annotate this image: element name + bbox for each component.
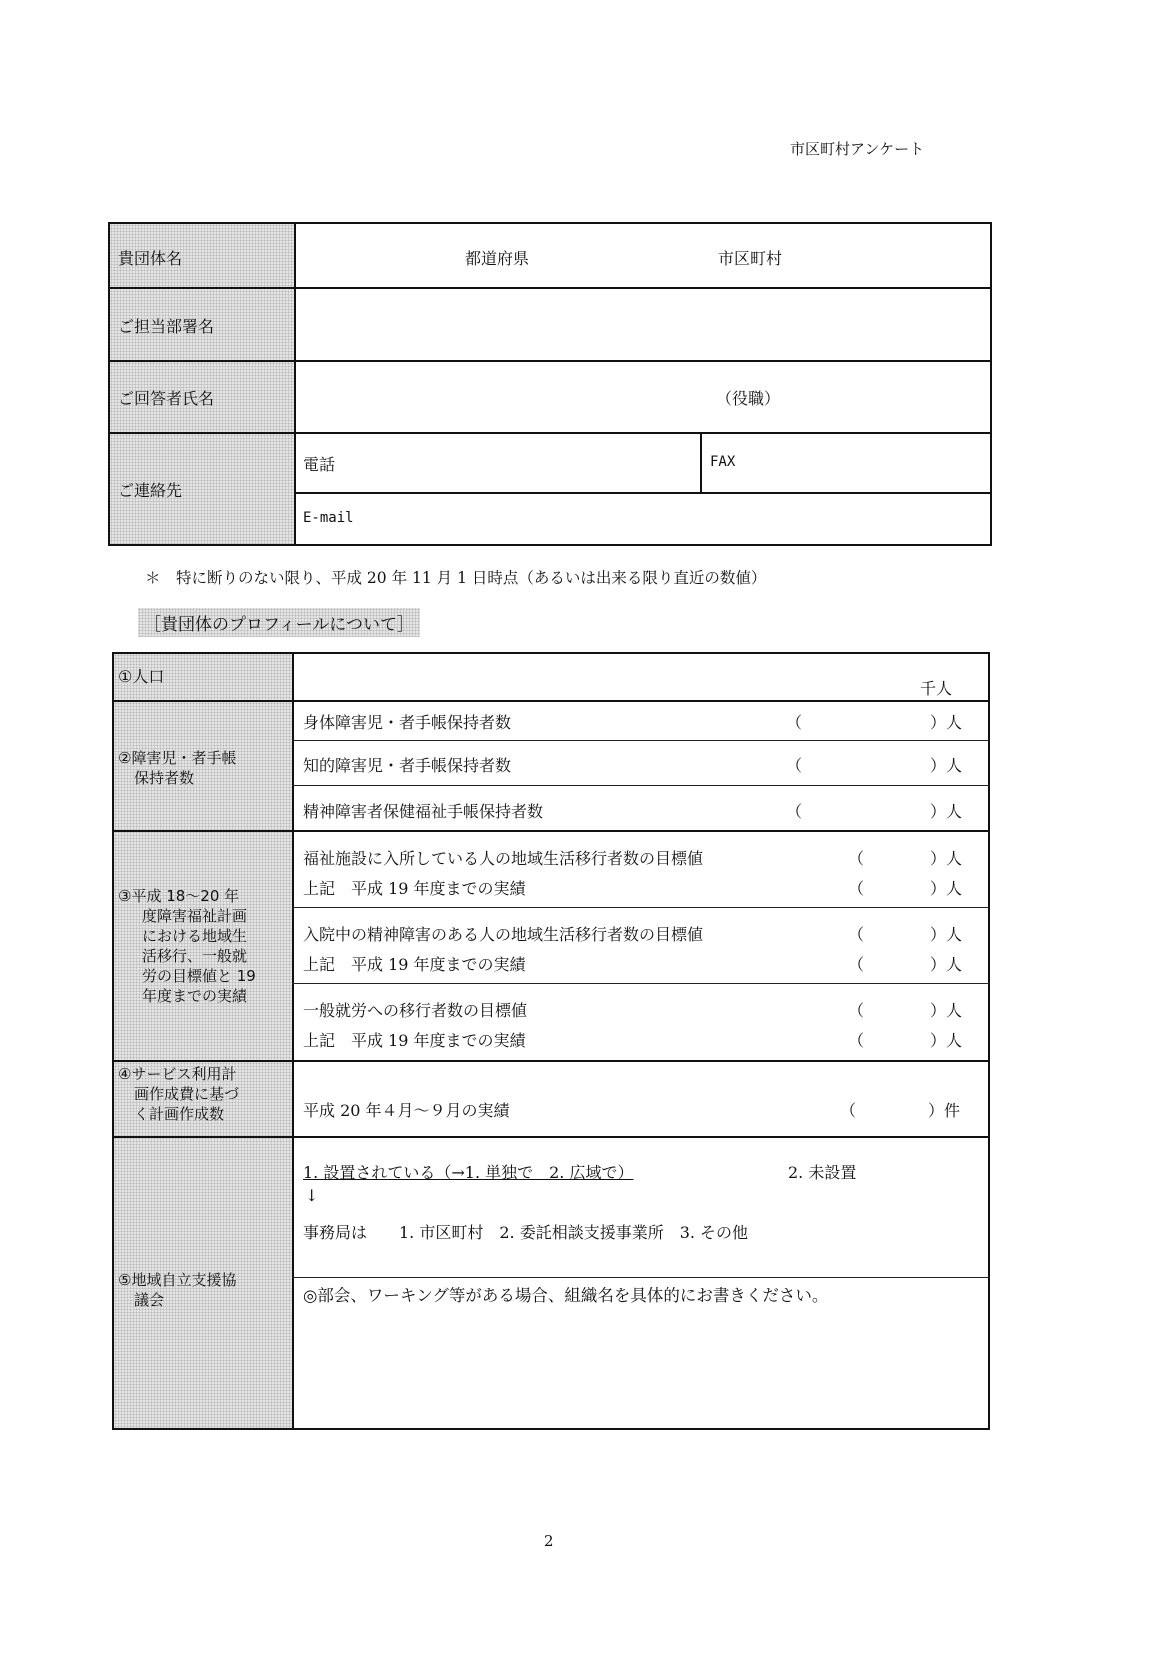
population-label: ①人口 bbox=[118, 667, 165, 686]
service-plan-unit: ）件 bbox=[928, 1101, 961, 1120]
department-field[interactable] bbox=[300, 292, 986, 356]
municipality-label: 市区町村 bbox=[718, 249, 783, 268]
council-option-not-established[interactable]: 2. 未設置 bbox=[788, 1163, 857, 1182]
org-name-label: 貴団体名 bbox=[118, 249, 183, 268]
service-plan-text: 平成 20 年４月～９月の実績 bbox=[303, 1101, 510, 1120]
plan-label: ③平成 18～20 年 度障害福祉計画 における地域生 活移行、一般就 労の目標値と 19 年度までの実績 bbox=[118, 887, 256, 1005]
email-label: E-mail bbox=[303, 510, 354, 526]
date-note: ＊ 特に断りのない限り、平成 20 年 11 月 1 日時点（あるいは出来る限り直近の数値） bbox=[145, 569, 767, 587]
position-label: （役職） bbox=[716, 389, 781, 408]
service-plan-label: ④サービス利用計 画作成費に基づ く計画作成数 bbox=[118, 1065, 240, 1123]
document-title: 市区町村アンケート bbox=[790, 140, 925, 158]
prefecture-label: 都道府県 bbox=[465, 249, 530, 268]
department-label: ご担当部署名 bbox=[118, 317, 215, 336]
contact-label: ご連絡先 bbox=[118, 481, 183, 500]
disability-label: ②障害児・者手帳 保持者数 bbox=[118, 749, 237, 787]
page-number: 2 bbox=[544, 1532, 554, 1550]
respondent-label: ご回答者氏名 bbox=[118, 389, 215, 408]
subcommittee-field[interactable] bbox=[300, 1310, 984, 1424]
subcommittee-instruction: ◎部会、ワーキング等がある場合、組織名を具体的にお書きください。 bbox=[303, 1286, 829, 1305]
council-option-established[interactable]: 1. 設置されている（→1. 単独で 2. 広域で） bbox=[303, 1163, 634, 1182]
council-office-options[interactable]: 事務局は 1. 市区町村 2. 委託相談支援事業所 3. その他 bbox=[303, 1223, 749, 1242]
population-unit: 千人 bbox=[920, 679, 953, 698]
fax-label: FAX bbox=[710, 454, 736, 470]
council-label: ⑤地域自立支援協 議会 bbox=[118, 1271, 237, 1309]
section-title: ［貴団体のプロフィールについて］ bbox=[138, 608, 420, 637]
down-arrow-icon: ↓ bbox=[305, 1186, 319, 1205]
phone-label: 電話 bbox=[303, 455, 336, 474]
service-plan-open: （ bbox=[840, 1101, 857, 1120]
